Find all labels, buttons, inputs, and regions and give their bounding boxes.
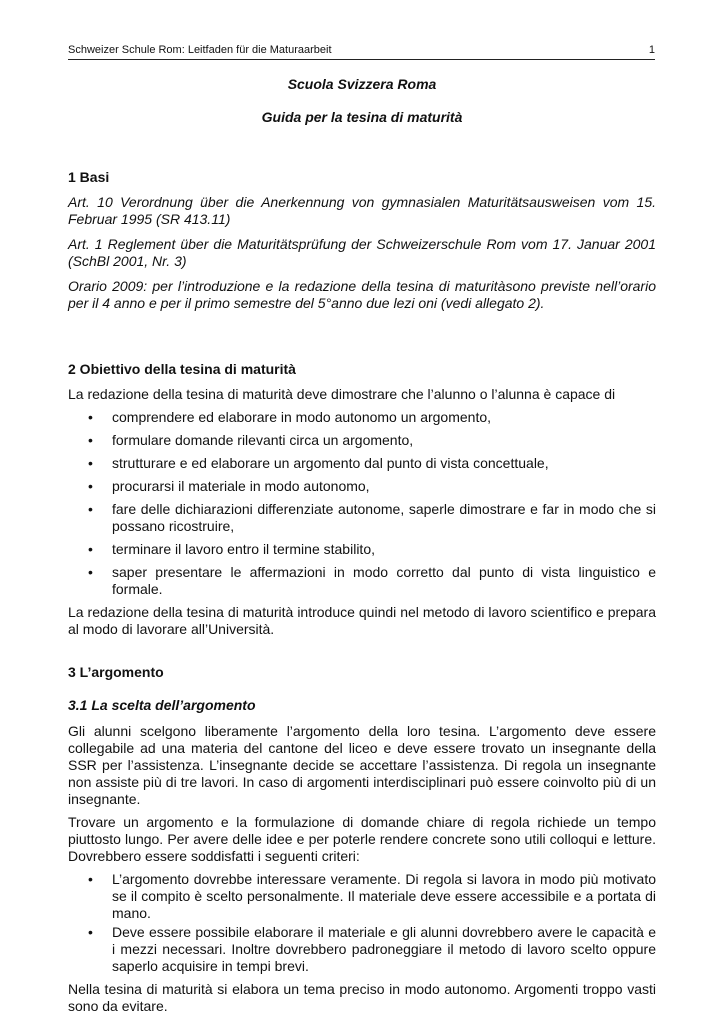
list-item: • fare delle dichiarazioni differenziate autonome, saperle dimostrare e far in modo che si possano ricostruire, [68, 501, 656, 535]
school-name: Scuola Svizzera Roma [287, 76, 437, 92]
section-2-heading: 2 Obiettivo della tesina di maturità [68, 361, 296, 377]
section-3-heading: 3 L’argomento [68, 664, 164, 680]
page-number: 1 [648, 44, 655, 56]
section-1-heading: 1 Basi [68, 169, 110, 185]
article-1-reference: Art. 1 Reglement über die Maturitätsprüfung der Schweizerschule Rom vom 17. Januar 2001 (SchBl 2001, Nr. 3) [68, 236, 656, 269]
list-item: • saper presentare le affermazioni in modo corretto dal punto di vista linguistico e formale. [68, 564, 656, 598]
objectives-list [68, 409, 656, 598]
criteria-list [68, 871, 656, 975]
paragraph: Gli alunni scelgono liberamente l’argomento della loro tesina. L’argomento deve essere collegabile ad una materia del cantone del liceo e deve essere trovato un insegnante della SSR per l’assistenza. L’insegnante decide se accettare l’assistenza. Di regola un insegnante non assiste più di tre lavori. In caso di argomenti interdisciplinari può essere coinvolto più di un insegnante. [68, 723, 656, 807]
list-item: • comprendere ed elaborare in modo autonomo un argomento, [68, 409, 656, 426]
list-item: • L’argomento dovrebbe interessare veramente. Di regola si lavora in modo più motivato se il compito è scelto personalmente. Il materiale deve essere accessibile e a portata di mano. [68, 871, 656, 922]
list-item: • formulare domande rilevanti circa un argomento, [68, 432, 656, 449]
document-title: Guida per la tesina di maturità [261, 109, 463, 125]
subsection-3-1-heading: 3.1 La scelta dell’argomento [68, 697, 256, 713]
paragraph: Trovare un argomento e la formulazione di domande chiare di regola richiede un tempo piuttosto lungo. Per avere delle idee e per poterle rendere concrete sono utili colloqui e letture. Dovrebbero essere soddisfatti i seguenti criteri: [68, 814, 656, 864]
page-header [68, 43, 655, 60]
section-2-outro: La redazione della tesina di maturità introduce quindi nel metodo di lavoro scientifico e prepara al modo di lavorare all’Università. [68, 604, 656, 637]
list-item: • strutturare e ed elaborare un argomento dal punto di vista concettuale, [68, 455, 656, 472]
list-item: • terminare il lavoro entro il termine stabilito, [68, 541, 656, 558]
header-title: Schweizer Schule Rom: Leitfaden für die Maturaarbeit [68, 44, 332, 56]
section-2-intro: La redazione della tesina di maturità deve dimostrare che l’alunno o l’alunna è capace di [68, 386, 616, 402]
document-body [68, 76, 656, 1015]
list-item: • procurarsi il materiale in modo autonomo, [68, 478, 656, 495]
schedule-note: Orario 2009: per l’introduzione e la redazione della tesina di maturitàsono previste nell’orario per il 4 anno e per il primo semestre del 5°anno due lezi oni (vedi allegato 2). [68, 278, 656, 311]
paragraph: Nella tesina di maturità si elabora un tema preciso in modo autonomo. Argomenti troppo vasti sono da evitare. [68, 981, 656, 1014]
list-item: • Deve essere possibile elaborare il materiale e gli alunni dovrebbero avere le capacità e i mezzi necessari. Inoltre dovrebbero padroneggiare il metodo di lavoro scelto oppure saperlo acquisire in tempi brevi. [68, 924, 656, 975]
article-10-reference: Art. 10 Verordnung über die Anerkennung von gymnasialen Maturitätsausweisen vom 15. Februar 1995 (SR 413.11) [68, 194, 656, 227]
